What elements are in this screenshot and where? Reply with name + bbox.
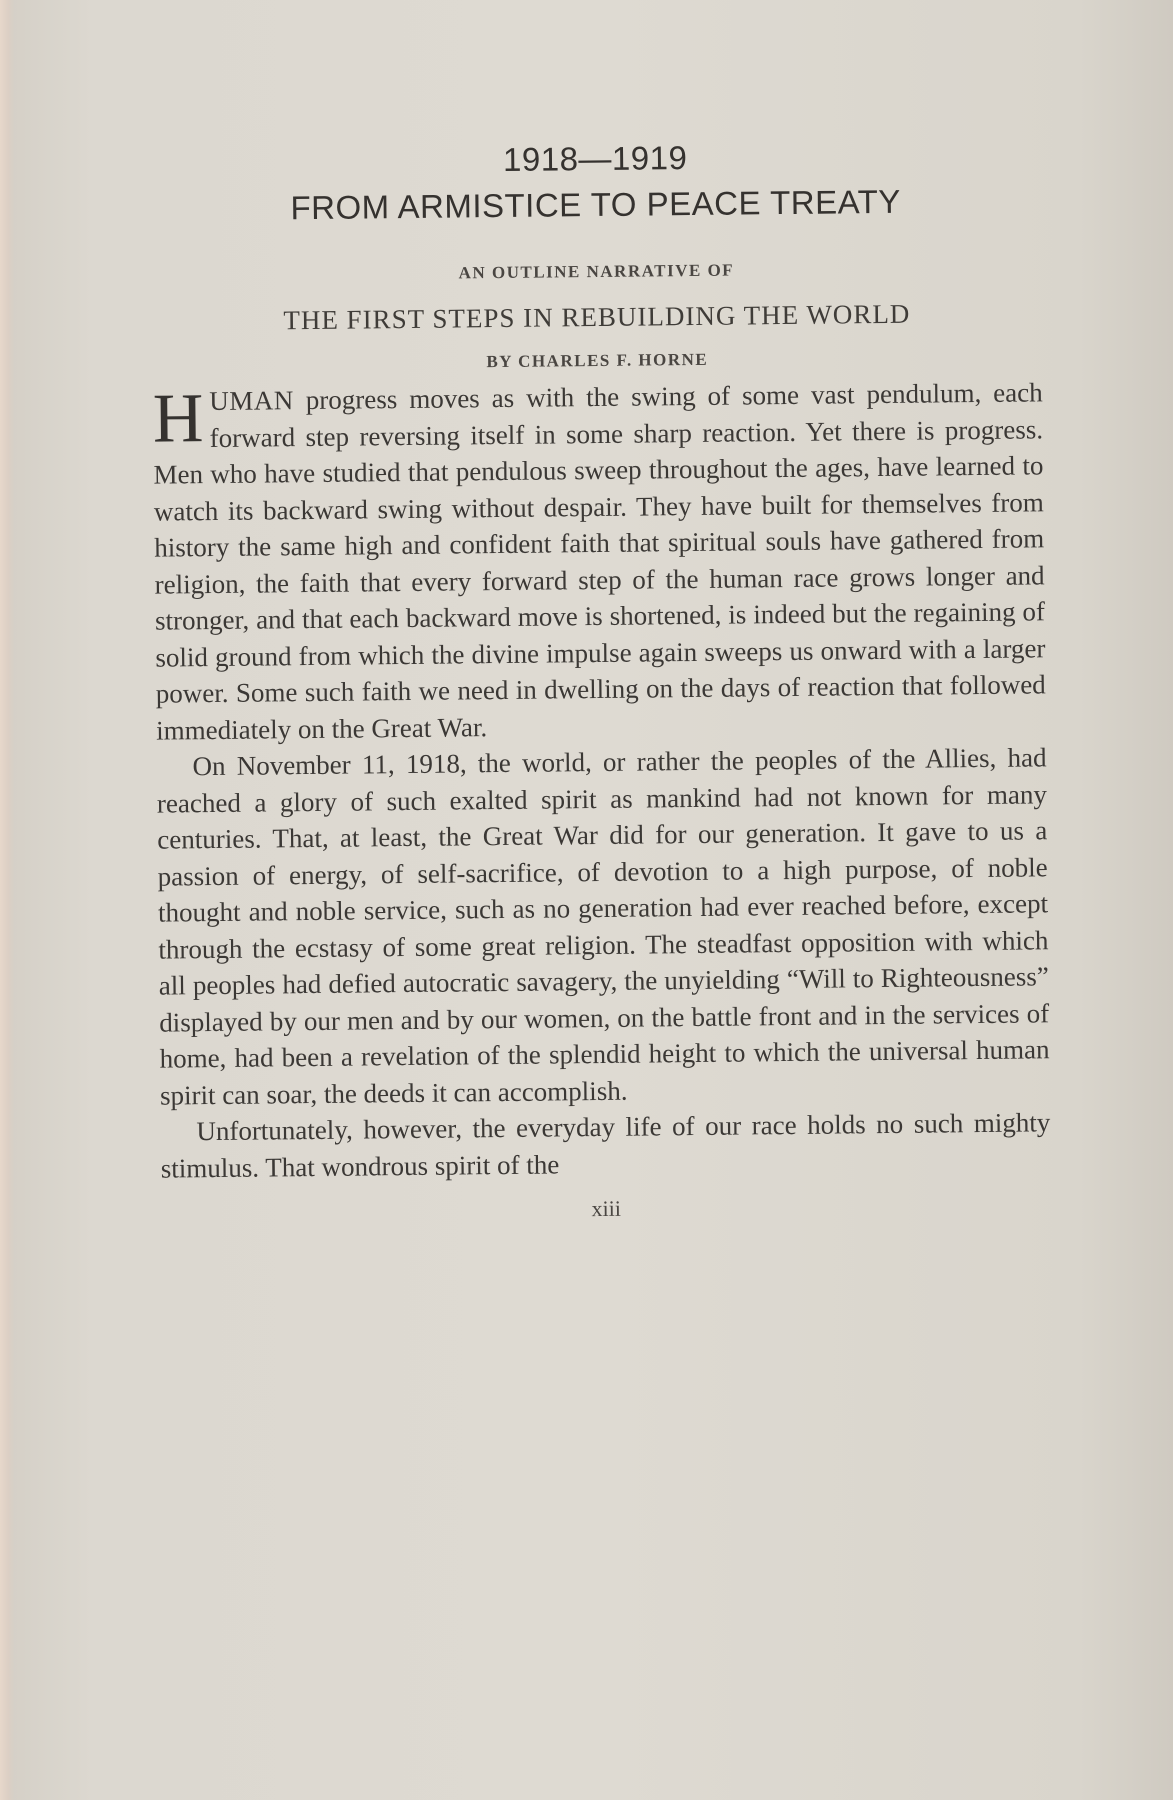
drop-cap: H <box>152 380 204 458</box>
page-number: xiii <box>591 1195 621 1222</box>
paragraph-3: Unfortunately, however, the everyday life of our race holds no such mighty stimulus. That wondrous spirit of the <box>160 1107 1051 1184</box>
chapter-subtitle: THE FIRST STEPS IN REBUILDING THE WORLD <box>283 298 911 336</box>
author-byline: BY CHARLES F. HORNE <box>486 349 709 372</box>
body-text <box>153 374 1051 1186</box>
chapter-title: FROM ARMISTICE TO PEACE TREATY <box>290 182 902 227</box>
paragraph-1-text: progress moves as with the swing of some vast pendulum, each forward step reversing itself in some sharp reaction. Yet there is progress. Men who have studied that pendulous sweep throughout the ages, have learned to watch its backward swing without despair. They have built for themselves from history the same high and confident faith that spiritual souls have gathered from religion, the faith that every forward step of the human race grows longer and stronger, and that each backward move is shortened, is indeed but the regaining of solid ground from which the divine impulse again sweeps us onward with a larger power. Some such faith we need in dwelling on the days of reaction that followed immediately on the Great War. <box>153 377 1046 746</box>
subheading: AN OUTLINE NARRATIVE OF <box>458 260 735 283</box>
page-content <box>150 135 1051 1226</box>
paragraph-1 <box>153 374 1047 748</box>
lead-word: UMAN <box>209 385 294 417</box>
date-range-heading: 1918—1919 <box>502 139 688 178</box>
paragraph-2: On November 11, 1918, the world, or rather the peoples of the Allies, had reached a glory of such exalted spirit as mankind had not known for many centuries. That, at least, the Great War did for our generation. It gave to us a passion of energy, of self-sacrifice, of devotion to a high purpose, of noble thought and noble service, such as no generation had ever reached before, except through the ecstasy of some great religion. The steadfast opposition with which all peoples had defied autocratic savagery, the unyielding “Will to Righteousness” displayed by our men and by our women, on the battle front and in the services of home, had been a revelation of the splendid height to which the universal human spirit can soar, the deeds it can accomplish. <box>156 742 1050 1111</box>
page-edge <box>0 0 14 1800</box>
